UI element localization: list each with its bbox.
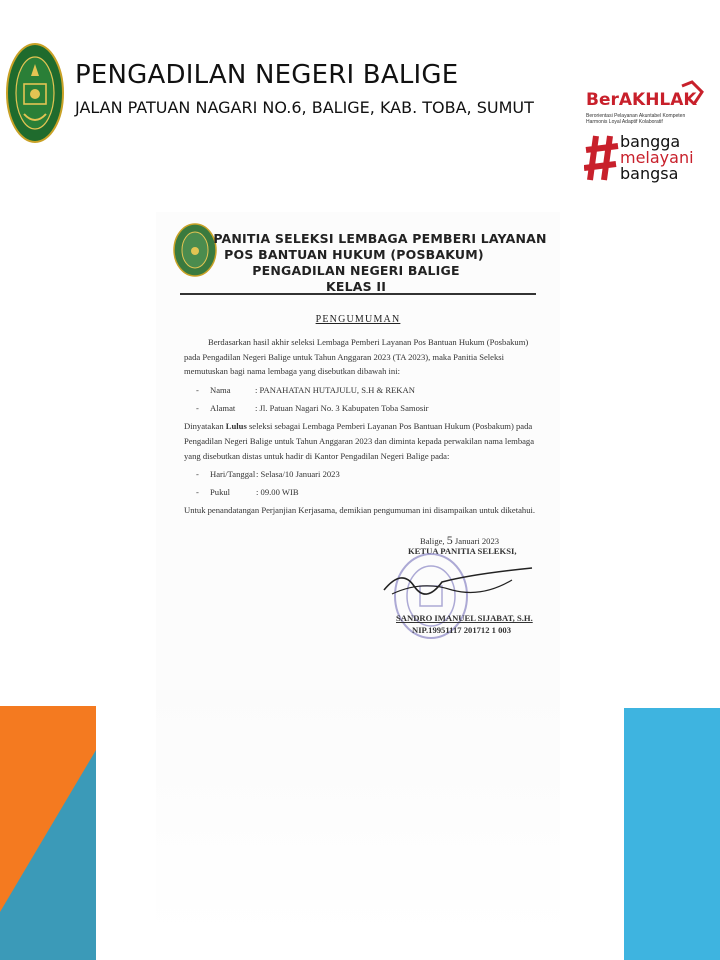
signer-nip: NIP.19951117 201712 1 003 bbox=[412, 625, 511, 635]
bangga-word: bangga bbox=[620, 132, 681, 151]
detail-value-alamat: : Jl. Patuan Nagari No. 3 Kabupaten Toba Samosir bbox=[255, 403, 429, 413]
paragraph-1-line-1: Berdasarkan hasil akhir seleksi Lembaga Pemberi Layanan Pos Bantuan Hukum (Posbakum) bbox=[208, 337, 529, 347]
status-lulus: Lulus bbox=[225, 421, 247, 431]
bangga-melayani-bangsa-badge bbox=[584, 132, 714, 184]
letterhead-line-3: PENGADILAN NEGERI BALIGE bbox=[252, 263, 460, 278]
detail-label-hari-tanggal: Hari/Tanggal bbox=[210, 469, 256, 479]
announcement-heading: PENGUMUMAN bbox=[315, 314, 401, 325]
signer-title: KETUA PANITIA SELEKSI, bbox=[408, 546, 517, 556]
bangsa-word: bangsa bbox=[620, 164, 679, 183]
berakhlak-swoosh-icon bbox=[680, 80, 704, 106]
signer-name: SANDRO IMANUEL SIJABAT, S.H. bbox=[396, 613, 533, 623]
paragraph-2-prefix: Dinyatakan bbox=[184, 421, 226, 431]
letterhead-line-4: KELAS II bbox=[325, 279, 387, 294]
paragraph-1-line-2: pada Pengadilan Negeri Balige untuk Tahun Anggaran 2023 (TA 2023), maka Panitia Seleksi bbox=[184, 352, 505, 362]
court-address: JALAN PATUAN NAGARI NO.6, BALIGE, KAB. TOBA, SUMUT bbox=[75, 98, 534, 117]
list-dash: - bbox=[196, 403, 199, 413]
detail-value-hari-tanggal: : Selasa/10 Januari 2023 bbox=[256, 469, 340, 479]
paragraph-2-line-1 bbox=[184, 421, 532, 431]
berakhlak-tagline-2: Harmonis Loyal Adaptif Kolaboratif bbox=[586, 119, 663, 125]
letterhead-line-1: PANITIA SELEKSI LEMBAGA PEMBERI LAYANAN bbox=[213, 231, 547, 246]
page-title: PENGADILAN NEGERI BALIGE bbox=[75, 60, 459, 90]
letterhead-line-2: POS BANTUAN HUKUM (POSBAKUM) bbox=[224, 247, 484, 262]
berakhlak-tagline-1: Berorientasi Pelayanan Akuntabel Kompeten bbox=[586, 113, 686, 119]
detail-label-pukul: Pukul bbox=[210, 487, 231, 497]
melayani-word: melayani bbox=[620, 148, 694, 167]
blue-corner-decoration bbox=[624, 708, 720, 960]
detail-value-nama: : PANAHATAN HUTAJULU, S.H & REKAN bbox=[255, 385, 415, 395]
orange-blue-corner-decoration bbox=[0, 706, 96, 960]
letterhead-rule bbox=[180, 293, 536, 295]
place-date-prefix: Balige, bbox=[420, 536, 445, 546]
detail-label-alamat: Alamat bbox=[210, 403, 236, 413]
paragraph-1-line-3: memutuskan bagi nama lembaga yang disebutkan dibawah ini: bbox=[184, 366, 400, 376]
pengadilan-emblem-icon bbox=[6, 42, 64, 144]
hashtag-icon bbox=[584, 134, 620, 182]
detail-value-pukul: : 09.00 WIB bbox=[256, 487, 299, 497]
closing-sentence: Untuk penandatangan Perjanjian Kerjasama, demikian pengumuman ini disampaikan untuk diketahui. bbox=[184, 505, 536, 515]
detail-label-nama: Nama bbox=[210, 385, 231, 395]
berakhlak-wordmark: BerAKHLAK bbox=[586, 90, 697, 110]
scan-paper-bottom bbox=[156, 690, 560, 940]
berakhlak-badge bbox=[586, 78, 706, 126]
list-dash: - bbox=[196, 385, 199, 395]
list-dash: - bbox=[196, 487, 199, 497]
paragraph-2-line-3: yang disebutkan distas untuk hadir di Kantor Pengadilan Negeri Balige pada: bbox=[184, 451, 450, 461]
paragraph-2-line-2: Pengadilan Negeri Balige untuk Tahun Anggaran 2023 dan diminta kepada perwakilan nama lembaga bbox=[184, 436, 535, 446]
handwritten-signature-icon bbox=[382, 560, 542, 610]
place-date-rest: Januari 2023 bbox=[454, 536, 500, 546]
paragraph-2-rest: seleksi sebagai Lembaga Pemberi Layanan Pos Bantuan Hukum (Posbakum) pada bbox=[246, 421, 533, 431]
list-dash: - bbox=[196, 469, 199, 479]
place-date-day: 5 bbox=[446, 533, 453, 547]
